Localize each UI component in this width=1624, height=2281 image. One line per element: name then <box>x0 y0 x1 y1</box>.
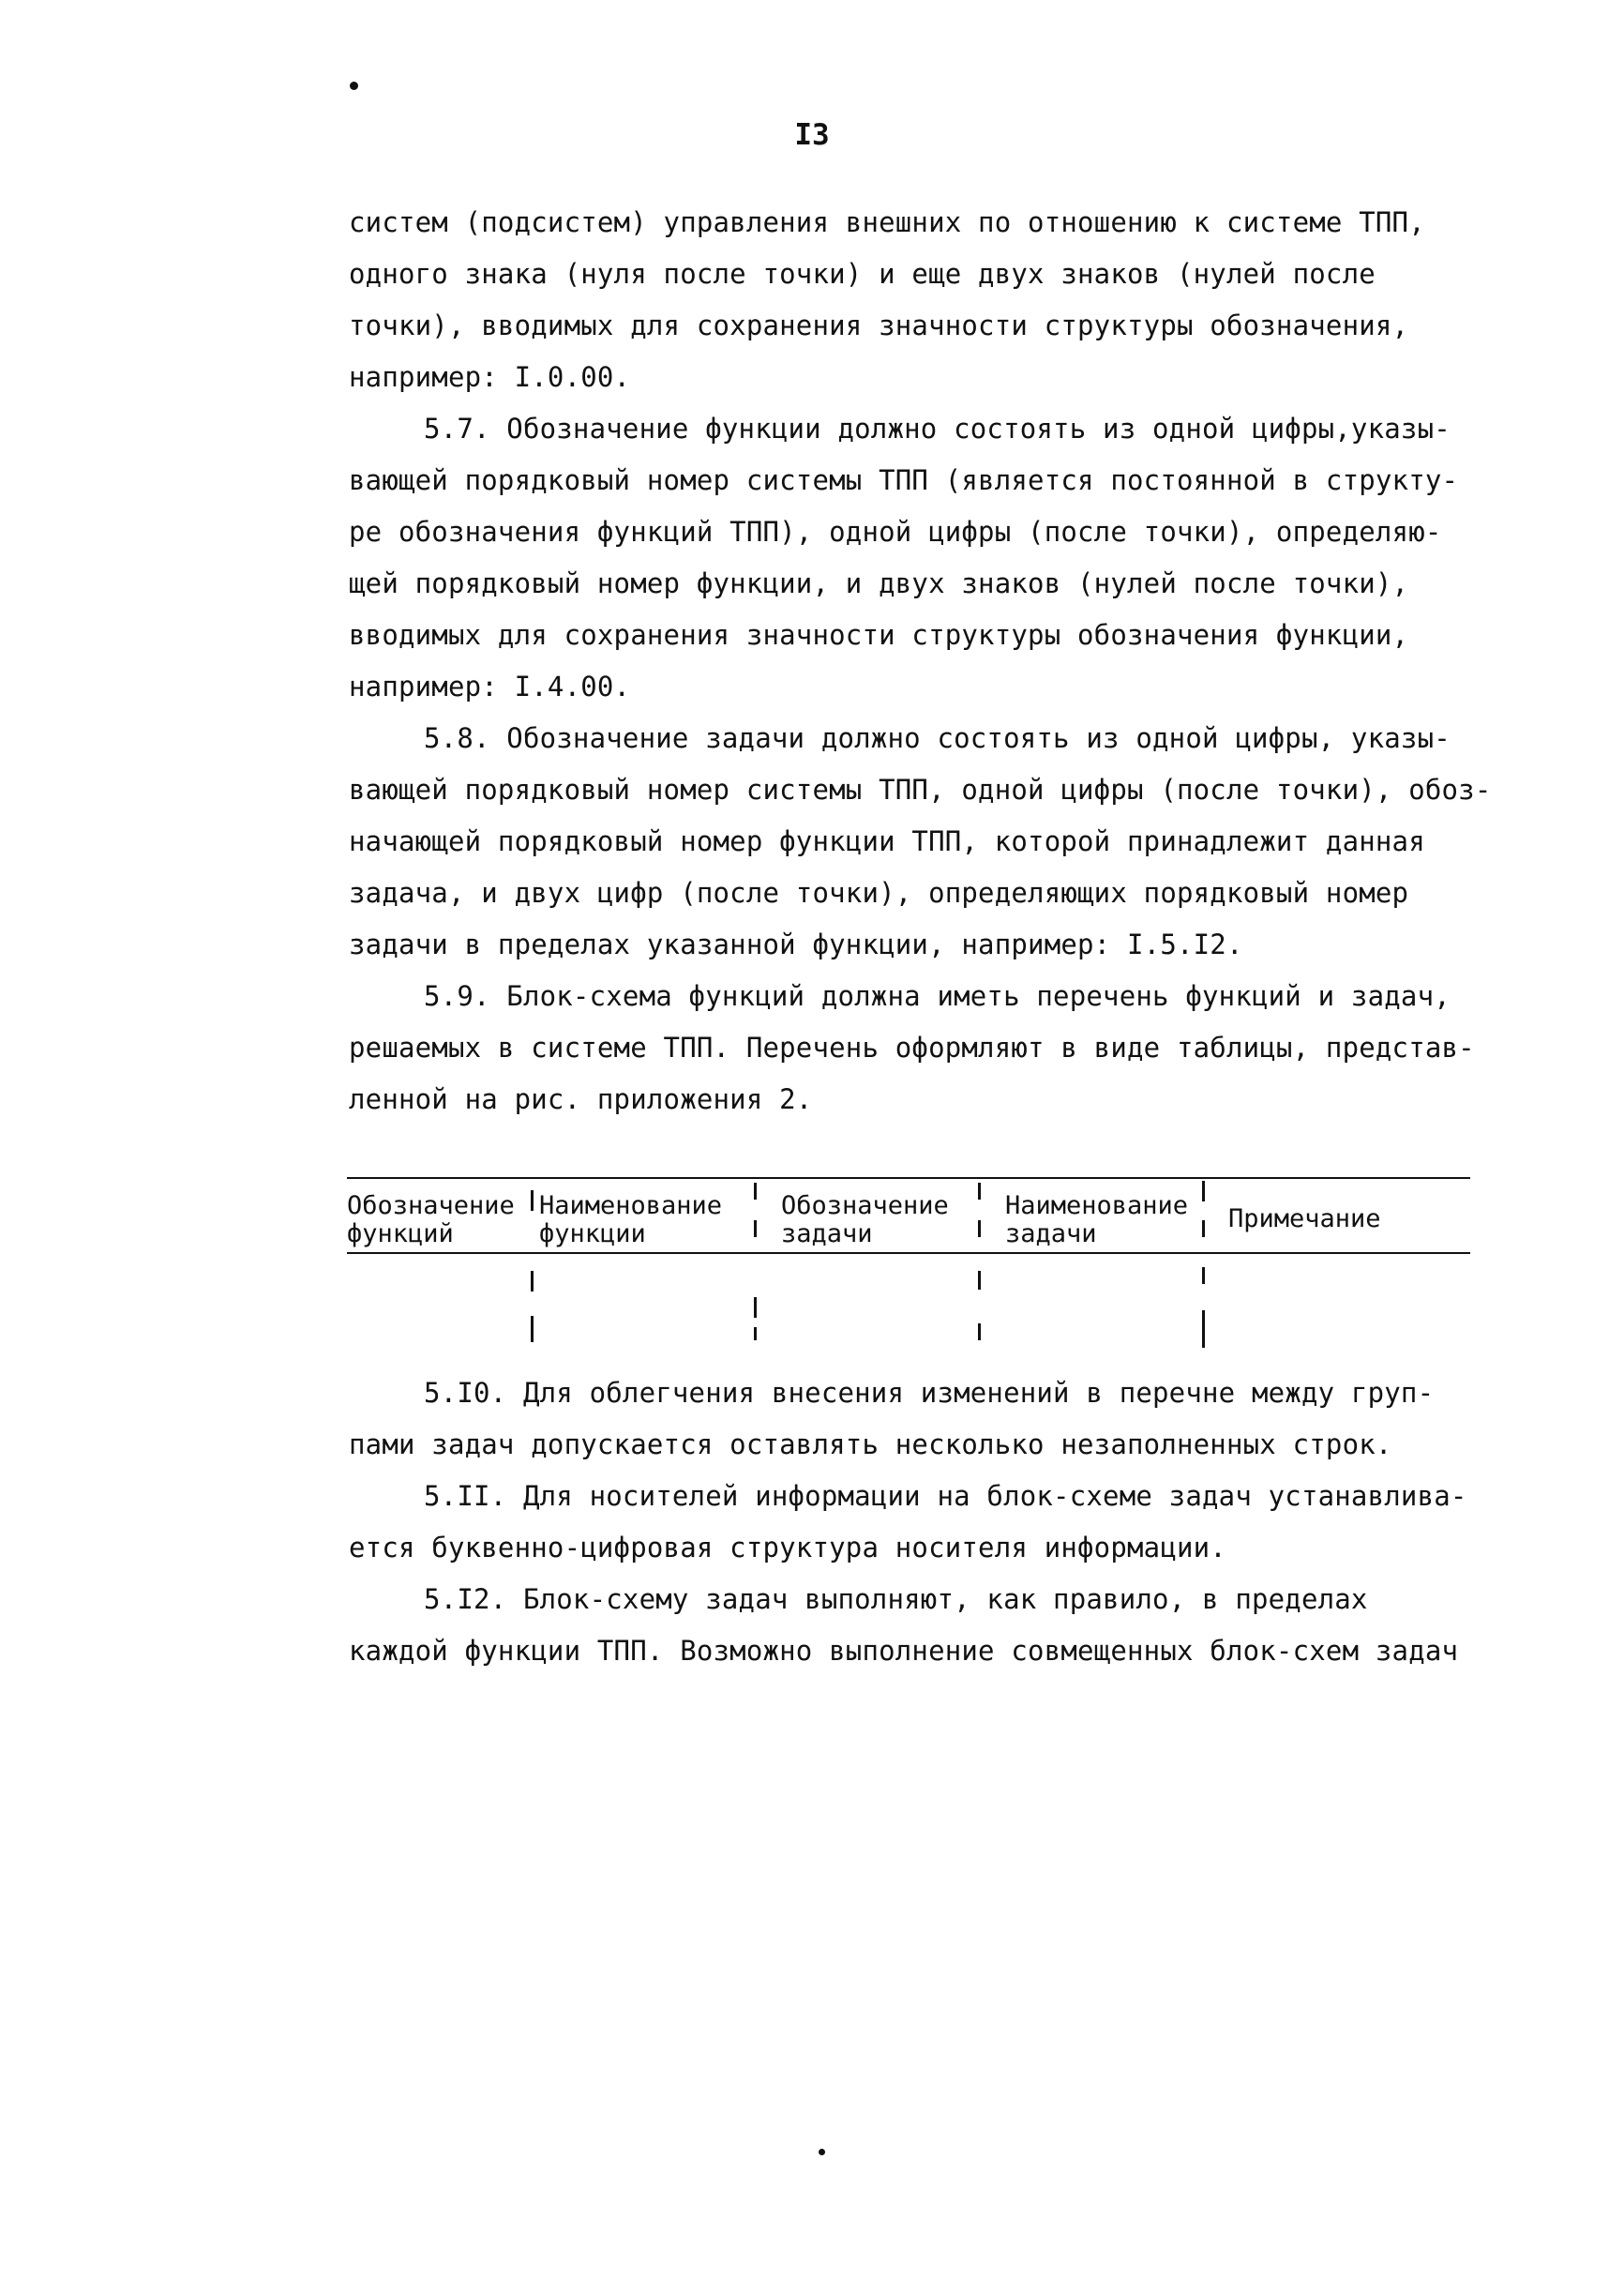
text-line: щей порядковый номер функции, и двух знаков (нулей после точки), <box>349 567 1409 599</box>
text-line: 5.I0. Для облегчения внесения изменений в перечне между груп- <box>424 1377 1435 1409</box>
column-separator <box>1202 1310 1205 1348</box>
text-line: одного знака (нуля после точки) и еще двух знаков (нулей после <box>349 258 1376 290</box>
header-text: Обозначение <box>347 1191 515 1220</box>
body-text-lower <box>349 1367 1474 1677</box>
text-line: 5.I2. Блок-схему задач выполняют, как правило, в пределах <box>424 1583 1368 1615</box>
text-line: вающей порядковый номер системы ТПП, одной цифры (после точки), обоз- <box>349 774 1492 806</box>
text-line: 5.7. Обозначение функции должно состоять из одной цифры,указы- <box>424 413 1451 445</box>
column-separator <box>754 1327 757 1340</box>
header-text: задачи <box>1005 1219 1097 1248</box>
text-line: начающей порядковый номер функции ТПП, которой принадлежит данная <box>349 825 1425 857</box>
text-line: вающей порядковый номер системы ТПП (является постоянной в структу- <box>349 464 1459 496</box>
column-separator <box>978 1323 981 1340</box>
header-function-code <box>347 1192 515 1248</box>
page-number: I3 <box>794 118 830 152</box>
text-line: задачи в пределах указанной функции, например: I.5.I2. <box>349 929 1243 960</box>
text-line: вводимых для сохранения значности структуры обозначения функции, <box>349 619 1409 651</box>
header-text: функций <box>347 1219 454 1248</box>
text-line: пами задач допускается оставлять несколько незаполненных строк. <box>349 1428 1392 1460</box>
text-line: каждой функции ТПП. Возможно выполнение совмещенных блок-схем задач <box>349 1635 1459 1667</box>
scan-speck-top <box>350 82 358 90</box>
column-separator <box>978 1220 981 1237</box>
header-task-name <box>1005 1192 1188 1248</box>
column-separator <box>1202 1220 1205 1237</box>
column-separator <box>754 1183 757 1200</box>
text-line: 5.9. Блок-схема функций должна иметь перечень функций и задач, <box>424 980 1451 1012</box>
table-header-rule <box>347 1252 1470 1254</box>
text-line: например: I.0.00. <box>349 361 631 393</box>
header-text: Наименование <box>539 1191 723 1220</box>
functions-tasks-table <box>347 1177 1470 1360</box>
column-separator <box>754 1220 757 1237</box>
header-text: Наименование <box>1005 1191 1189 1220</box>
text-line: ется буквенно-цифровая структура носителя информации. <box>349 1532 1226 1563</box>
header-text: функции <box>539 1219 646 1248</box>
text-line: решаемых в системе ТПП. Перечень оформляют в виде таблицы, представ- <box>349 1032 1475 1064</box>
body-text-upper <box>349 197 1492 1125</box>
text-line: точки), вводимых для сохранения значности структуры обозначения, <box>349 310 1409 341</box>
header-text: Обозначение <box>781 1191 949 1220</box>
column-separator <box>531 1316 534 1342</box>
column-separator <box>531 1271 534 1292</box>
column-separator <box>978 1271 981 1290</box>
column-separator <box>1202 1267 1205 1284</box>
header-function-name <box>539 1192 722 1248</box>
text-line: систем (подсистем) управления внешних по отношению к системе ТПП, <box>349 206 1425 238</box>
text-line: 5.8. Обозначение задачи должно состоять из одной цифры, указы- <box>424 722 1451 754</box>
header-text: задачи <box>781 1219 873 1248</box>
header-text: Примечание <box>1228 1204 1381 1233</box>
column-separator <box>531 1190 534 1211</box>
text-line: ре обозначения функций ТПП), одной цифры (после точки), определяю- <box>349 516 1442 548</box>
text-line: 5.II. Для носителей информации на блок-схеме задач устанавлива- <box>424 1480 1467 1512</box>
table-top-rule <box>347 1177 1470 1179</box>
column-separator <box>754 1297 757 1318</box>
text-line: ленной на рис. приложения 2. <box>349 1083 813 1115</box>
column-separator <box>978 1183 981 1200</box>
scan-speck-bottom <box>819 2149 825 2155</box>
header-task-code <box>781 1192 949 1248</box>
text-line: задача, и двух цифр (после точки), определяющих порядковый номер <box>349 877 1409 909</box>
text-line: например: I.4.00. <box>349 671 631 702</box>
column-separator <box>1202 1181 1205 1201</box>
header-remarks <box>1228 1205 1381 1233</box>
